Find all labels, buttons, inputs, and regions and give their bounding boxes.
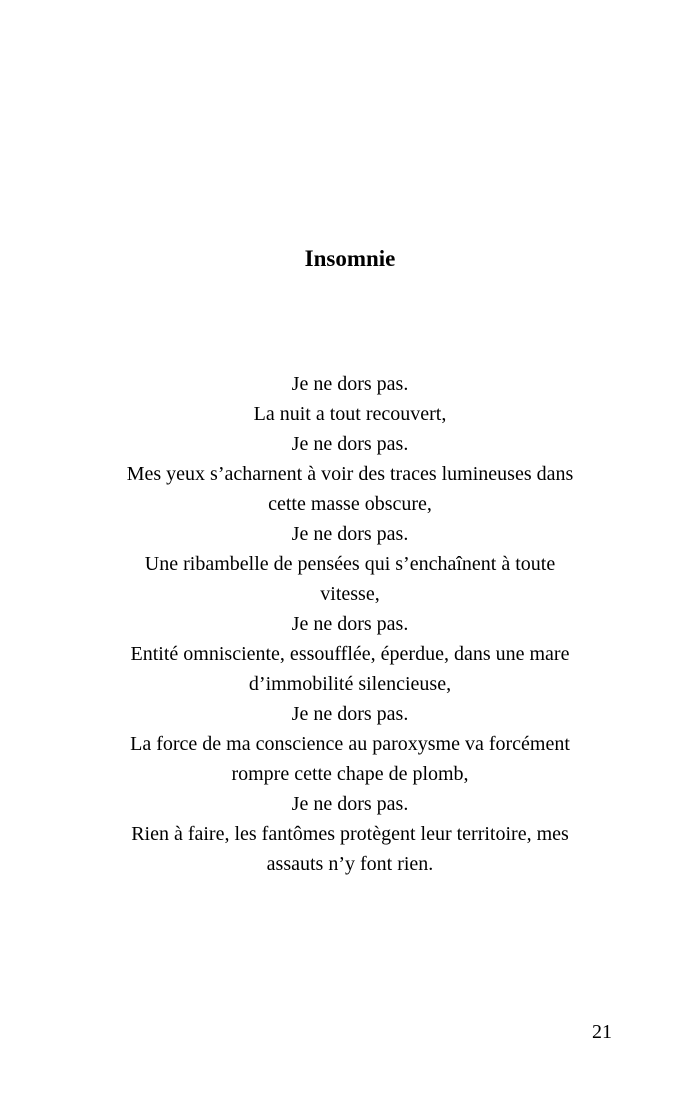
poem-line: rompre cette chape de plomb, xyxy=(231,763,469,785)
page-number: 21 xyxy=(592,1021,612,1043)
poem-line: assauts n’y font rien. xyxy=(266,853,434,875)
poem-line: Je ne dors pas. xyxy=(291,433,409,455)
poem-title: Insomnie xyxy=(304,246,396,271)
poem-line: Je ne dors pas. xyxy=(291,523,409,545)
poem-line: cette masse obscure, xyxy=(268,493,432,515)
poem-line: Je ne dors pas. xyxy=(291,613,409,635)
poem-line: Entité omnisciente, essoufflée, éperdue, dans une mare xyxy=(130,643,570,665)
poem-line: La nuit a tout recouvert, xyxy=(253,403,447,425)
poem-line: Je ne dors pas. xyxy=(291,373,409,395)
poem-line: Mes yeux s’acharnent à voir des traces lumineuses dans xyxy=(126,463,574,485)
poem-line: Je ne dors pas. xyxy=(291,703,409,725)
poem-line: Rien à faire, les fantômes protègent leur territoire, mes xyxy=(131,823,569,845)
poem-line: Une ribambelle de pensées qui s’enchaînent à toute xyxy=(144,553,556,575)
poem-body xyxy=(80,369,620,879)
poem-line: La force de ma conscience au paroxysme va forcément xyxy=(130,733,570,755)
poem-line: Je ne dors pas. xyxy=(291,793,409,815)
poem-line: d’immobilité silencieuse, xyxy=(248,673,452,695)
poem-line: vitesse, xyxy=(320,583,380,605)
